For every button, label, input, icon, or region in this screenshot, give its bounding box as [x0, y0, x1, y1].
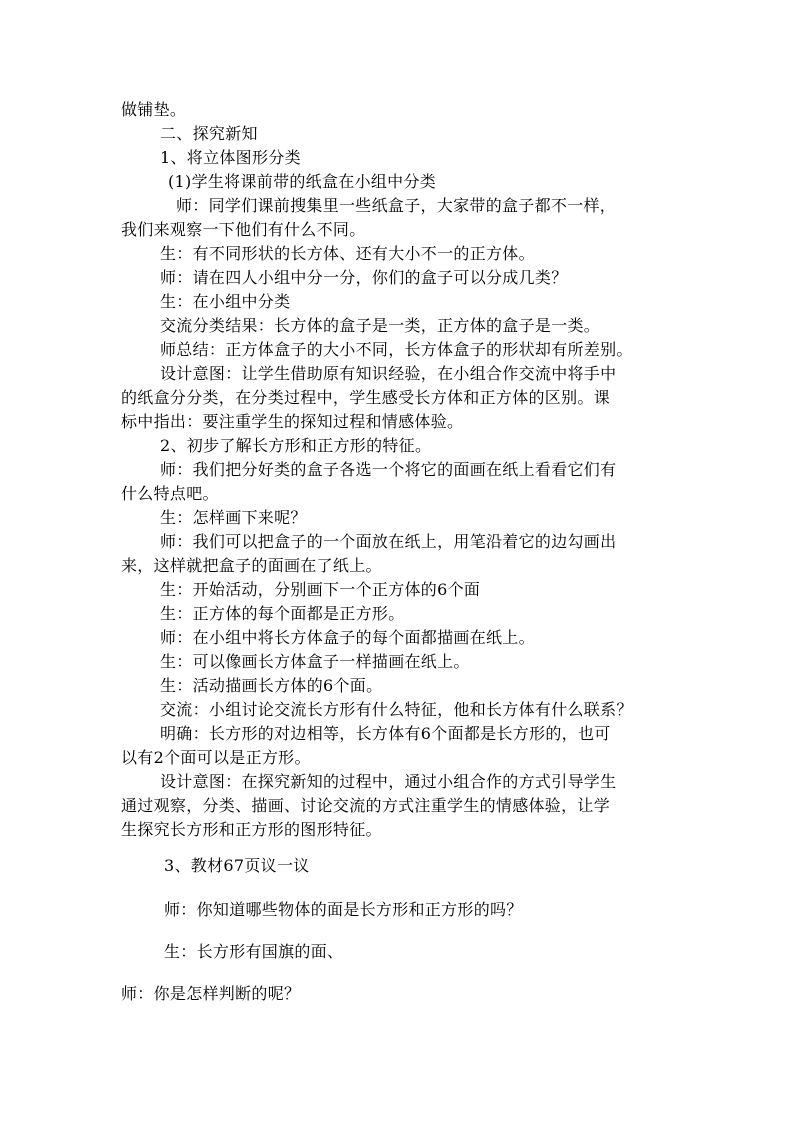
text-line: 师总结：正方体盒子的大小不同，长方体盒子的形状却有所差别。 [160, 340, 633, 359]
text-line: 设计意图：在探究新知的过程中，通过小组合作的方式引导学生 [160, 772, 617, 791]
text-line: 师：你是怎样判断的呢？ [121, 984, 301, 1003]
text-line: 生：开始活动，分别画下一个正方体的6个面 [160, 580, 481, 599]
text-line: 生：长方形有国旗的面、 [164, 942, 344, 961]
text-line: 来，这样就把盒子的面画在了纸上。 [121, 556, 382, 575]
text-line: 师：我们把分好类的盒子各选一个将它的面画在纸上看看它们有 [160, 460, 617, 479]
text-line: 生：有不同形状的长方体、还有大小不一的正方体。 [160, 244, 535, 263]
text-line: 生：怎样画下来呢？ [160, 508, 307, 527]
text-line: 师：请在四人小组中分一分，你们的盒子可以分成几类？ [160, 268, 568, 287]
text-line: 通过观察，分类、描画、讨论交流的方式注重学生的情感体验，让学 [121, 796, 611, 815]
text-line: 标中指出：要注重学生的探知过程和情感体验。 [121, 412, 464, 431]
text-line: 什么特点吧。 [121, 484, 219, 503]
subsection-heading: 1、将立体图形分类 [160, 148, 301, 167]
subsection-heading: 3、教材67页议一议 [164, 856, 310, 875]
text-line: 生：可以像画长方体盒子一样描画在纸上。 [160, 652, 470, 671]
section-heading: 二、探究新知 [160, 124, 258, 143]
text-line: 的纸盒分分类，在分类过程中，学生感受长方体和正方体的区别。课 [121, 388, 611, 407]
text-line: 师：你知道哪些物体的面是长方形和正方形的吗？ [164, 900, 523, 919]
subsection-heading: 2、初步了解长方形和正方形的特征。 [160, 436, 432, 455]
text-line: 生：正方体的每个面都是正方形。 [160, 604, 405, 623]
text-line: 交流：小组讨论交流长方形有什么特征，他和长方体有什么联系？ [160, 700, 633, 719]
text-line: 以有2个面可以是正方形。 [121, 748, 311, 767]
text-line: 师：我们可以把盒子的一个面放在纸上，用笔沿着它的边勾画出 [160, 532, 617, 551]
text-line: (1)学生将课前带的纸盒在小组中分类 [168, 172, 437, 191]
text-line: 交流分类结果：长方体的盒子是一类，正方体的盒子是一类。 [160, 316, 601, 335]
text-line: 做铺垫。 [121, 100, 187, 119]
text-line: 设计意图：让学生借助原有知识经验，在小组合作交流中将手中 [160, 364, 617, 383]
text-line: 生探究长方形和正方形的图形特征。 [121, 820, 382, 839]
text-line: 我们来观察一下他们有什么不同。 [121, 220, 366, 239]
text-line: 师：同学们课前搜集里一些纸盒子，大家带的盒子都不一样， [176, 196, 617, 215]
text-line: 师：在小组中将长方体盒子的每个面都描画在纸上。 [160, 628, 535, 647]
text-line: 生：活动描画长方体的6个面。 [160, 676, 383, 695]
text-line: 生：在小组中分类 [160, 292, 291, 311]
text-line: 明确：长方形的对边相等，长方体有6个面都是长方形的，也可 [160, 724, 611, 743]
